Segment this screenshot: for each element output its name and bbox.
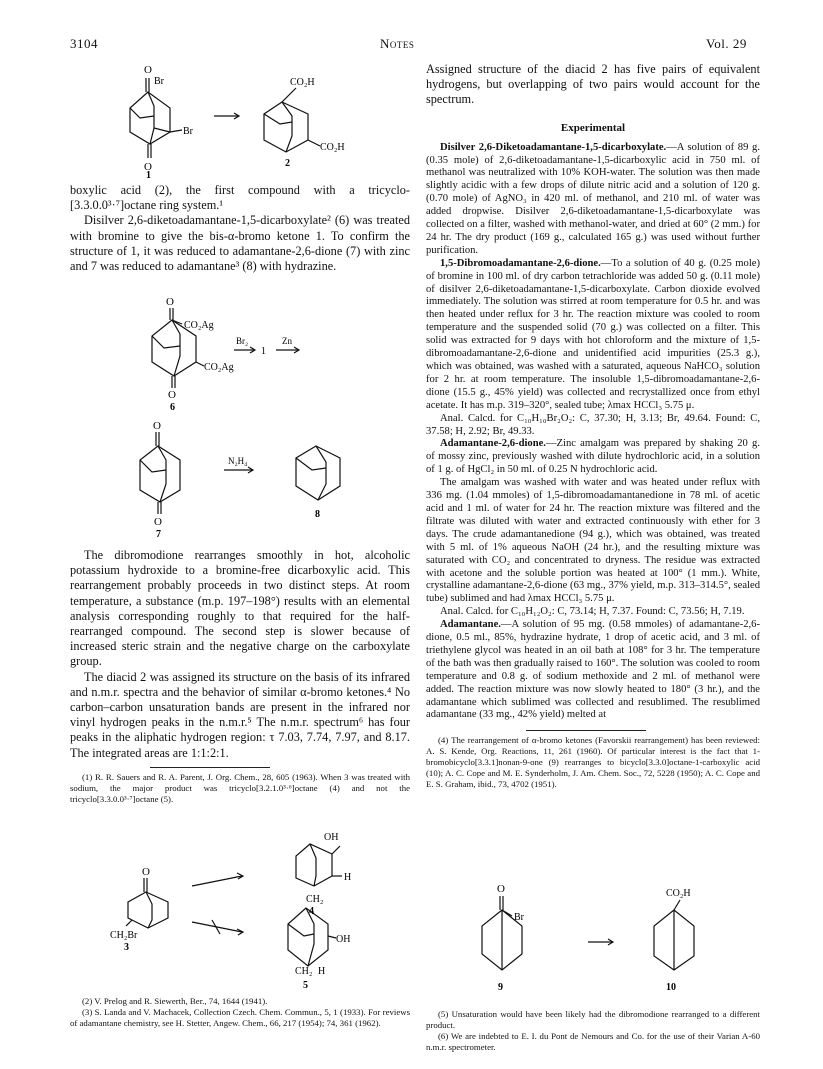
paragraph: boxylic acid (2), the first compound with a tricyclo-[3.3.0.0³·⁷]octane ring system.¹ <box>70 183 410 213</box>
footnote: (3) S. Landa and V. Machacek, Collection Czech. Chem. Commun., 5, 1 (1933). For reviews of adamantane chemistry, see H. Stetter, Angew. Chem., 66, 217 (1954); 74, 361 (1962). <box>70 1007 410 1028</box>
br-label: Br <box>183 126 193 137</box>
co2h-label: CO₂H <box>320 142 345 153</box>
footnotes <box>70 772 410 805</box>
footnote-rule <box>150 767 270 768</box>
procedure-title: Adamantane. <box>440 619 501 631</box>
left-footnotes-bottom <box>70 996 410 1029</box>
footnote: (6) We are indebted to E. I. du Pont de Nemours and Co. for the use of their Varian A-60 n.m.r. spectrometer. <box>426 1031 760 1052</box>
reagent-label: Br₂ <box>236 336 249 346</box>
footnote: (5) Unsaturation would have been likely had the dibromodione rearranged to a different product. <box>426 1009 760 1030</box>
analysis: Anal. Calcd. for C₁₀H₁₂O₂: C, 73.14; H, 7.37. Found: C, 73.56; H, 7.19. <box>440 606 745 618</box>
reagent-label: N₂H₄ <box>228 456 248 466</box>
procedure: Disilver 2,6-Diketoadamantane-1,5-dicarboxylate.—A solution of 89 g. (0.35 mole) of 2,6-diketoadamantane-1,5-dicarboxylic acid in 750 ml. of methanol was neutralized with 10% KOH-water. The solution was then made slightly acidic with a few drops of dilute nitric acid and a solution of 120 g. (0.70 mole) of AgNO₃ in 420 ml. of methanol, and 210 ml. of water was added dropwise. Disilver 2,6-diketoadamantane-1,5-dicarboxylate was collected on a filter, washed with methanol-water, and dried at 60° (2 mm.) for 24 hr. The dry product (169 g., calculated 165 g.) was used without further purification. <box>426 141 760 256</box>
page-number: 3104 <box>70 36 98 51</box>
scheme-9-to-10 <box>460 880 730 996</box>
scheme-6-7-8 <box>130 296 390 546</box>
paragraph: Assigned structure of the diacid 2 has five pairs of equivalent hydrogens, but overlapping of two pairs would account for the spectrum. <box>426 62 760 107</box>
paragraph: The diacid 2 was assigned its structure on the basis of its infrared and n.m.r. spectra and the behavior of similar α-bromo ketones.⁴ No carbon–carbon unsaturation bands are present in the infrared nor vinyl hydrogen peaks in the n.m.r.⁵ The n.m.r. spectrum⁶ has four peaks in the aliphatic hydrogen region: τ 7.03, 7.74, 7.97, and 8.17. The integrated areas are 1:1:2:1. <box>70 669 410 760</box>
compound-number: 3 <box>124 942 129 953</box>
co2h-label: CO₂H <box>290 77 315 88</box>
scheme-3-4-5 <box>110 816 410 994</box>
section-heading: Experimental <box>560 121 626 134</box>
section-title: Notes <box>380 36 415 51</box>
o-label: O <box>142 866 150 878</box>
right-column <box>426 62 760 790</box>
o-label: O <box>144 161 152 173</box>
paragraph: Disilver 2,6-diketoadamantane-1,5-dicarboxylate² (6) was treated with bromine to give the bis-α-bromo ketone 1. To confirm the structure of 1, it was reduced to adamantane-2,6-dione (7) with zinc and 7 was reduced to adamantane³ (8) with hydrazine. <box>70 213 410 274</box>
br-label: Br <box>514 912 524 923</box>
o-label: O <box>497 883 505 895</box>
compound-number: 10 <box>666 982 676 993</box>
footnote-rule <box>526 730 646 731</box>
co2ag-label: CO₂Ag <box>204 362 234 373</box>
oh-label: OH <box>336 934 351 945</box>
h-label: H <box>344 872 352 883</box>
left-column-middle <box>70 548 410 805</box>
left-column-top <box>70 183 410 274</box>
procedure: Adamantane-2,6-dione.—Zinc amalgam was prepared by shaking 20 g. of mossy zinc, previously washed with dilute hydrochloric acid, in a solution of 1 g. of HgCl₂ in 50 ml. of 0.25 N hydrochloric acid. <box>426 438 760 476</box>
o-label: O <box>166 296 174 308</box>
ch2-label: CH₂ <box>306 894 324 905</box>
procedure: Adamantane.—A solution of 95 mg. (0.58 mmoles) of adamantane-2,6-dione, 0.5 ml., 85%, hydrazine hydrate, 1 drop of acetic acid, and 3 ml. of triethylene glycol was heated in an oil bath at 108° for 3 hr. The temperature of the bath was then gradually raised to 160°. The solution was cooled to room temperature and 0.8 g. of sodium methoxide and 2 ml. of methanol were added. The reaction mixture was now slowly heated to 180° (3 hr.), and the adamantane which sublimed was collected and resublimed. The resublimed adamantane (33 mg., 42% yield) melted at <box>426 619 760 721</box>
scheme-1-to-2 <box>110 58 370 180</box>
compound-number: 2 <box>285 158 290 169</box>
o-label: O <box>154 516 162 528</box>
oh-label: OH <box>324 832 339 843</box>
footnote-4: (4) The rearrangement of α-bromo ketones (Favorskii rearrangement) has been reviewed: A. S. Kende, Org. Reactions, 11, 261 (1960). Of particular interest is the fact that 1-bromobicyclo[3.3.1]nonan-9-one (9) rearranges to bicyclo[3.3.0]octane-1-carboxylic acid (10); A. C. Cope and M. E. Synderholm, J. Am. Chem. Soc., 72, 5228 (1950); A. C. Cope and E. S. Graham, ibid., 73, 4702 (1951). <box>426 735 760 790</box>
compound-number: 7 <box>156 529 161 540</box>
analysis: Anal. Calcd. for C₁₀H₁₀Br₂O₂: C, 37.30; H, 3.13; Br, 49.64. Found: C, 37.58; H, 2.92; Br, 49.33. <box>426 412 760 437</box>
right-footnotes-bottom <box>426 1009 760 1053</box>
co2h-label: CO₂H <box>666 888 691 899</box>
footnote: (1) R. R. Sauers and R. A. Parent, J. Org. Chem., 28, 605 (1963). When 3 was treated with sodium, the major product was tricyclo[3.2.1.0³·⁶]octane (4) and not the tricyclo[3.3.0.0³·⁷]octane (5). <box>70 771 410 804</box>
compound-number: 4 <box>309 906 314 917</box>
procedure: 1,5-Dibromoadamantane-2,6-dione.—To a solution of 40 g. (0.25 mole) of bromine in 100 ml. of dry carbon tetrachloride was added 50 g. (0.11 mole) of disilver 2,6-diketoadamantane-1,5-dicarboxylate. Carbon dioxide evolved immediately. The solution was stirred at room temperature for 0.5 hr. and was then heated under reflux for 3 hr. The reaction mixture was cooled to room temperature and the suspended solid (70 g.) was collected on a filter. This solid was extracted for 9 days with hot chloroform and the mixture of 1,5-dibromoadamantane-2,6-dione and unidentified acid impurities (25.3 g.), which was obtained, was washed with a saturated, aqueous NaHCO₃ solution for 2 hr. at room temperature. The insoluble 1,5-dibromoadamantane-2,6-dione (15.5 g., 45% yield) was collected and recrystallized once from ethyl acetate. It has m.p. 319–320°, sealed tube; λmax HCCl₃ 5.75 μ. <box>426 257 760 411</box>
procedure-title: 1,5-Dibromoadamantane-2,6-dione. <box>440 257 601 269</box>
co2ag-label: CO₂Ag <box>184 320 214 331</box>
paragraph: The dibromodione rearranges smoothly in hot, alcoholic potassium hydroxide to a bromine-free dicarboxylic acid. This rearrangement probably proceeds in two distinct steps. At room temperature, a substance (m.p. 197–198°) results with an elemental analysis corresponding roughly to that required for the half-rearranged compound. The second step is slower because of increased steric strain and the negative charge on the carboxylate group. <box>70 548 410 669</box>
br-label: Br <box>154 76 164 87</box>
volume-label: Vol. 29 <box>706 36 747 51</box>
o-label: O <box>168 389 176 401</box>
h-label: H <box>318 966 326 977</box>
compound-number: 8 <box>315 509 320 520</box>
procedure-title: Disilver 2,6-Diketoadamantane-1,5-dicarboxylate. <box>440 141 667 153</box>
compound-number: 1 <box>146 170 151 180</box>
ch2-label: CH₂ <box>295 966 313 977</box>
o-label: O <box>144 64 152 76</box>
reagent-label: Zn <box>282 336 292 346</box>
ch2br-label: CH₂Br <box>110 930 138 941</box>
compound-number: 9 <box>498 982 503 993</box>
procedure-title: Adamantane-2,6-dione. <box>440 438 546 450</box>
paragraph: The amalgam was washed with water and was heated under reflux with 336 mg. (1.04 mmoles) of 1,5-dibromoadamantanedione in 78 ml. of acetic acid and 1 ml. of water for 24 hr. The reaction mixture was filtered and the filtrate was diluted with water and extracted continuously with ether for 3 days. The crude adamantanedione (94 g.), which was obtained, was treated with 5 ml. of 1% aqueous NaOH (24 hr.), and the resulting mixture was saturated with CO₂ and concentrated to dryness. The residue was extracted with acetone and the soluble portion was heated at 100° (1 mm.). White, crystalline adamantane-2,6-dione (63 mg., 37% yield, m.p. 313–314.5°, sealed tube) sublimed and had λmax HCCl₃ 5.75 μ. <box>426 477 760 605</box>
footnote: (2) V. Prelog and R. Siewerth, Ber., 74, 1644 (1941). <box>82 996 268 1006</box>
o-label: O <box>153 420 161 432</box>
compound-number: 5 <box>303 980 308 991</box>
compound-number: 1 <box>261 346 266 357</box>
compound-number: 6 <box>170 402 175 413</box>
